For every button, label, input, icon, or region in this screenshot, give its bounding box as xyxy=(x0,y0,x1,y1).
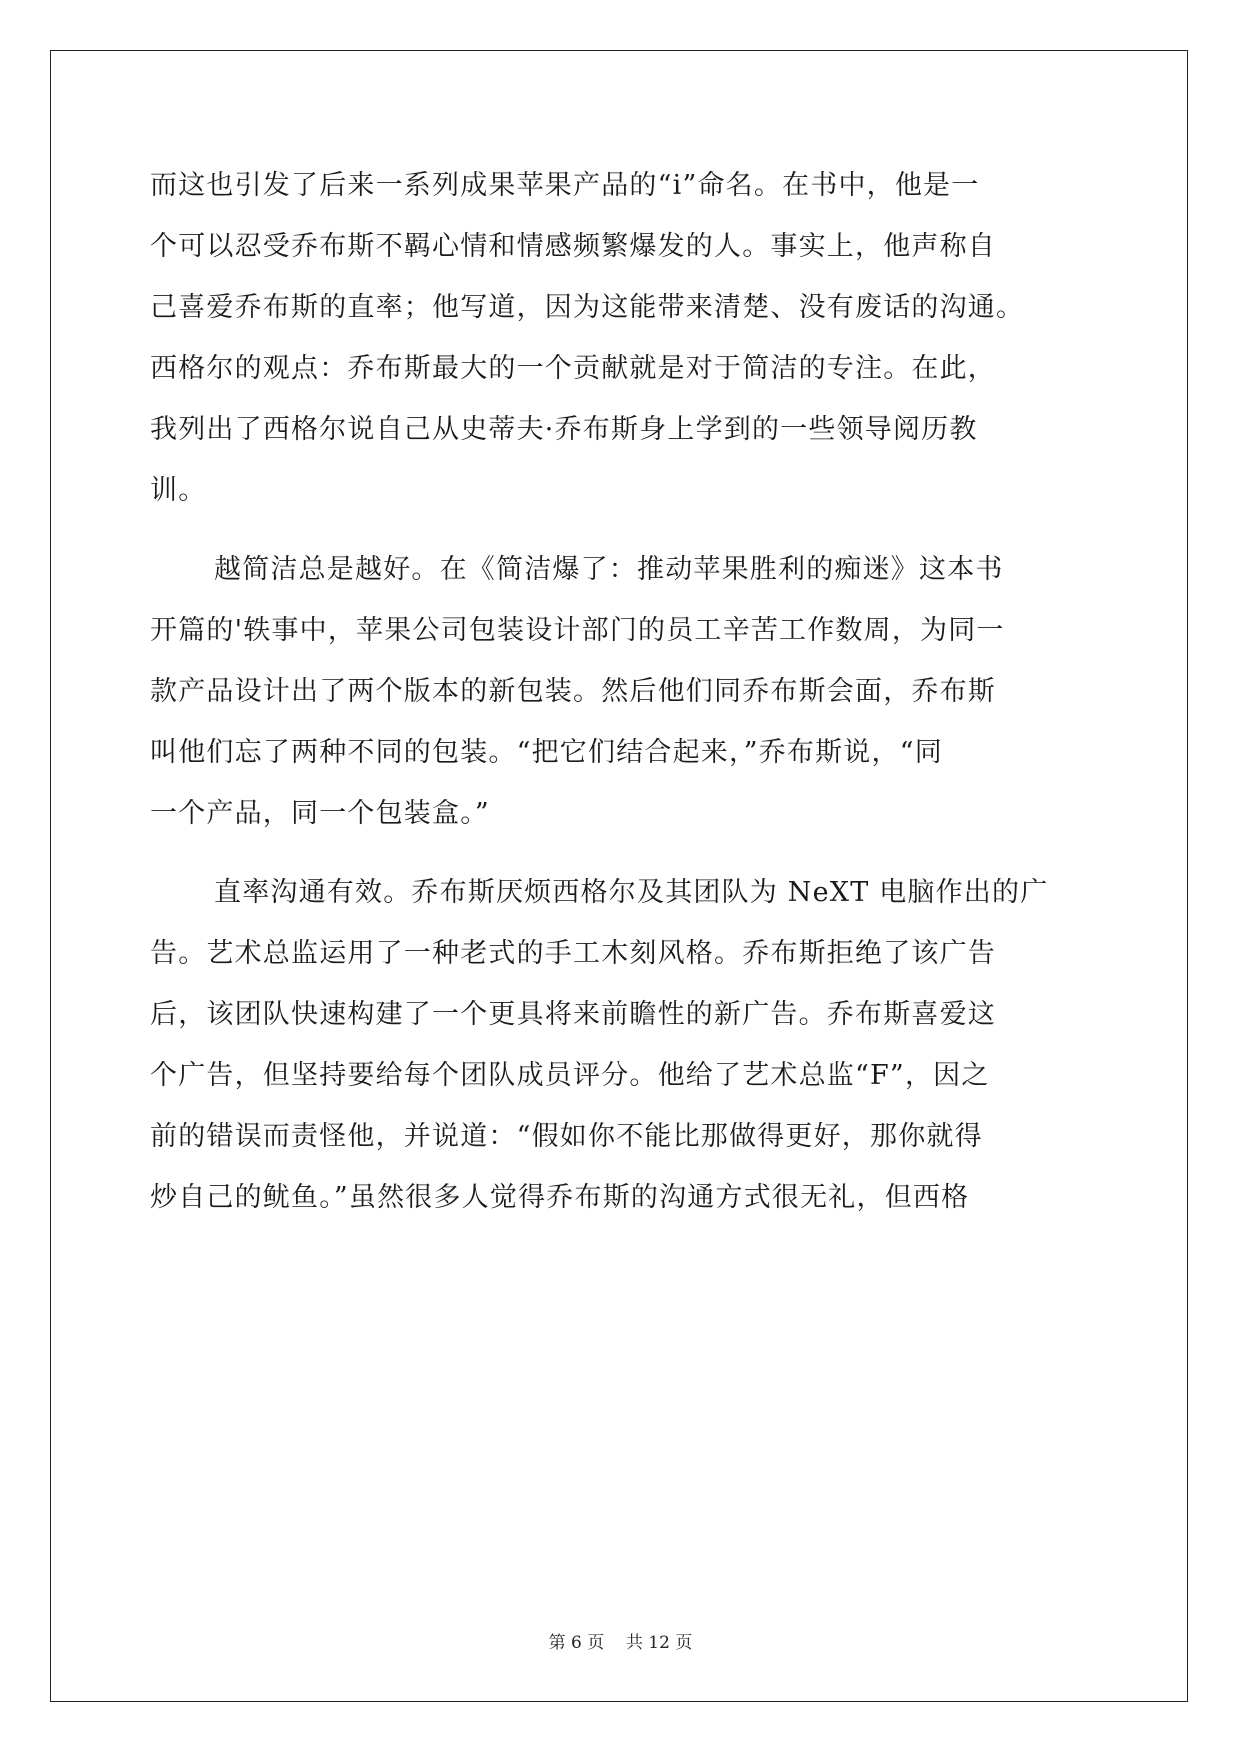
text-line: 前的错误而责怪他，并说道：“假如你不能比那做得更好，那你就得 xyxy=(150,1121,983,1152)
text-line: 直率沟通有效。乔布斯厌烦西格尔及其团队为 NeXT 电脑作出的广 xyxy=(214,877,1049,908)
text-line: 训。 xyxy=(150,475,207,506)
paragraph xyxy=(150,155,1090,521)
paragraph xyxy=(150,539,1090,844)
page-footer: 第 6 页 共 12 页 xyxy=(548,1633,693,1653)
text-line: 我列出了西格尔说自己从史蒂夫·乔布斯身上学到的一些领导阅历教 xyxy=(150,414,978,445)
text-line: 后，该团队快速构建了一个更具将来前瞻性的新广告。乔布斯喜爱这 xyxy=(150,999,996,1030)
text-line: 而这也引发了后来一系列成果苹果产品的“i”命名。在书中，他是一 xyxy=(150,170,980,201)
text-line: 款产品设计出了两个版本的新包装。然后他们同乔布斯会面，乔布斯 xyxy=(150,676,996,707)
text-line: 叫他们忘了两种不同的包装。“把它们结合起来，”乔布斯说，“同 xyxy=(150,737,943,768)
text-line: 一个产品，同一个包装盒。” xyxy=(150,798,490,829)
text-line: 告。艺术总监运用了一种老式的手工木刻风格。乔布斯拒绝了该广告 xyxy=(150,938,996,969)
text-line: 开篇的'轶事中，苹果公司包装设计部门的员工辛苦工作数周，为同一 xyxy=(150,615,1005,646)
text-line: 越简洁总是越好。在《简洁爆了：推动苹果胜利的痴迷》这本书 xyxy=(214,554,1004,585)
paragraph xyxy=(150,862,1090,1228)
text-line: 西格尔的观点：乔布斯最大的一个贡献就是对于简洁的专注。在此， xyxy=(150,353,996,384)
text-line: 个广告，但坚持要给每个团队成员评分。他给了艺术总监“F”，因之 xyxy=(150,1060,990,1091)
text-line: 个可以忍受乔布斯不羁心情和情感频繁爆发的人。事实上，他声称自 xyxy=(150,231,996,262)
document-body xyxy=(150,155,1090,1228)
text-line: 炒自己的鱿鱼。”虽然很多人觉得乔布斯的沟通方式很无礼，但西格 xyxy=(150,1182,970,1213)
text-line: 己喜爱乔布斯的直率；他写道，因为这能带来清楚、没有废话的沟通。 xyxy=(150,292,1025,323)
